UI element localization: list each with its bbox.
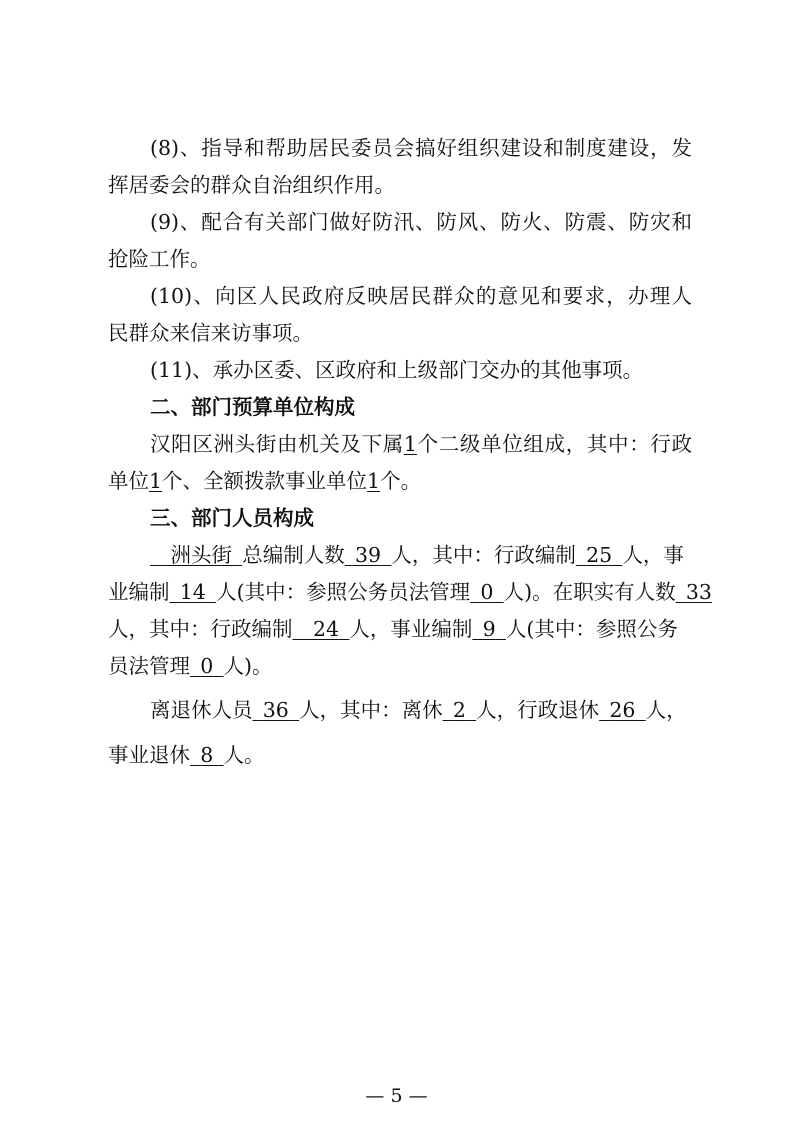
actual-institution-staff: 9 bbox=[482, 617, 496, 641]
paragraph-9-line-1: (9)、配合有关部门做好防汛、防风、防火、防震、防灾和 bbox=[150, 210, 692, 234]
section-3-line-1: 洲头街 总编制人数 39 人，其中：行政编制 25 人，事 bbox=[150, 540, 692, 570]
institution-staff: 14 bbox=[179, 580, 206, 604]
paragraph-11: (11)、承办区委、区政府和上级部门交办的其他事项。 bbox=[150, 358, 644, 382]
admin-retired-count: 26 bbox=[609, 698, 636, 722]
retired-total: 36 bbox=[262, 698, 289, 722]
actual-admin-staff: 24 bbox=[313, 617, 340, 641]
page-number: — 5 — bbox=[365, 1085, 428, 1107]
sub-unit-count: 1 bbox=[403, 432, 417, 456]
admin-unit-count: 1 bbox=[149, 469, 163, 493]
section-3-heading: 三、部门人员构成 bbox=[150, 506, 314, 530]
total-staff: 39 bbox=[355, 543, 382, 567]
section-3-line-3: 人，其中：行政编制 24 人，事业编制 9 人(其中：参照公务 bbox=[108, 617, 678, 641]
paragraph-9-line-2: 抢险工作。 bbox=[108, 247, 211, 271]
lixiu-count: 2 bbox=[452, 698, 466, 722]
civil-service-ref-staff: 0 bbox=[480, 580, 494, 604]
paragraph-8-line-1: (8)、指导和帮助居民委员会搞好组织建设和制度建设，发 bbox=[150, 136, 692, 160]
paragraph-8-line-2: 挥居委会的群众自治组织作用。 bbox=[108, 173, 395, 197]
section-2-heading: 二、部门预算单位构成 bbox=[150, 395, 355, 419]
institution-unit-count: 1 bbox=[367, 469, 381, 493]
actual-staff: 33 bbox=[685, 580, 712, 604]
section-3-line-2: 业编制 14 人(其中：参照公务员法管理 0 人)。在职实有人数 33 bbox=[108, 580, 712, 604]
section-3-retired-line-2: 事业退休 8 人。 bbox=[108, 743, 265, 767]
paragraph-10-line-2: 民群众来信来访事项。 bbox=[108, 321, 313, 345]
paragraph-10-line-1: (10)、向区人民政府反映居民群众的意见和要求，办理人 bbox=[150, 284, 692, 308]
section-3-line-4: 员法管理 0 人)。 bbox=[108, 654, 273, 678]
unit-name: 洲头街 bbox=[170, 543, 232, 567]
actual-civil-service-ref-staff: 0 bbox=[200, 654, 214, 678]
section-2-line-2: 单位1个、全额拨款事业单位1个。 bbox=[108, 469, 422, 493]
section-2-line-1: 汉阳区洲头街由机关及下属1个二级单位组成，其中：行政 bbox=[150, 432, 693, 456]
section-3-retired-line-1: 离退休人员 36 人，其中：离休 2 人，行政退休 26 人， bbox=[150, 698, 687, 722]
admin-staff: 25 bbox=[586, 543, 613, 567]
institution-retired-count: 8 bbox=[200, 743, 214, 767]
